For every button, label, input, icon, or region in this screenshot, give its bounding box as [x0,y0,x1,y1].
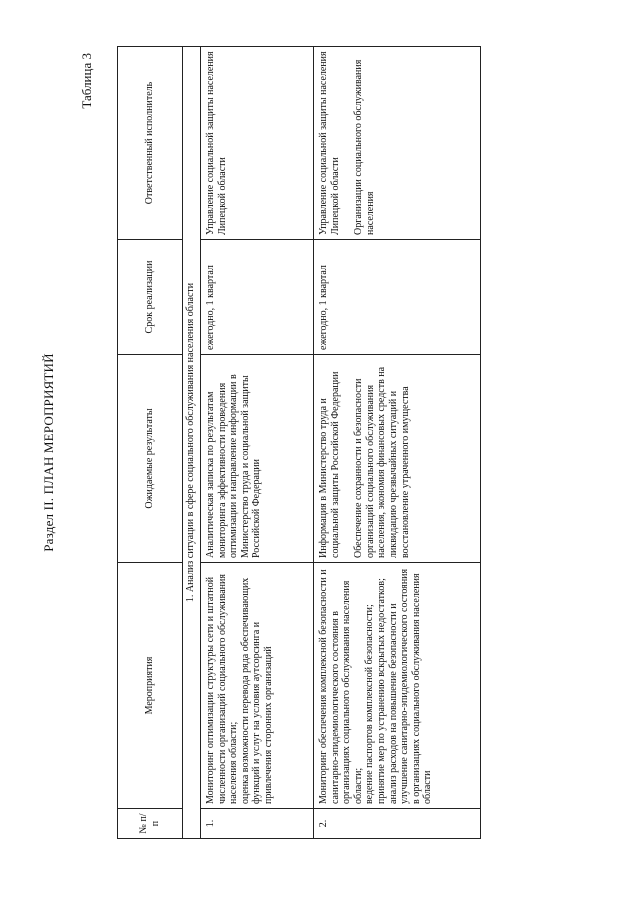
column-header-responsible: Ответственный исполнитель [118,47,183,240]
responsible-line: Управление социальной защиты населения Липецкой области [318,51,341,235]
table-row [314,47,481,839]
action-line: анализ расходов на повышение безопасности и улучшение санитарно-эпидемиологического состояния в организациях социального обслуживания населения области [387,568,434,804]
action-line: оценка возможности перевода ряда обеспечивающих функций и услуг на условия аутсорсинга и привлечения сторонних организаций [239,577,274,804]
section-title: 1. Анализ ситуации в сфере социального обслуживания населения области [183,47,201,839]
row-result [314,355,481,563]
column-header-results: Ожидаемые результаты [118,355,183,563]
table-header-row [118,47,183,839]
paragraph-gap [341,51,353,235]
plan-table [117,46,481,839]
document-heading: Раздел II. ПЛАН МЕРОПРИЯТИЙ [41,353,56,552]
row-number: 2. [314,809,481,839]
action-line: Мониторинг оптимизации структуры сети и штатной численности организаций социального обслуживания населения области; [205,574,240,804]
action-line: принятие мер по устранению вскрытых недостатков; [375,578,387,804]
responsible-line: Управление социальной защиты населения Липецкой области [205,51,228,235]
action-line: Мониторинг обеспечения комплексной безопасности и санитарно-эпидемиологического состояния в организациях социального обслуживания населения области; [318,569,364,804]
row-number: 1. [201,809,314,839]
column-header-actions: Мероприятия [118,563,183,809]
paragraph-gap [341,359,353,558]
result-line: Обеспечение сохранности и безопасности организаций социального обслуживания населения, экономия финансовых средств на ликвидацию чрезвычайных ситуаций и восстановление утраченного имущества [353,366,411,558]
table-row [201,47,314,839]
row-result [201,355,314,563]
row-action [201,563,314,809]
section-row [183,47,201,839]
row-responsible [201,47,314,240]
responsible-line: Организации социального обслуживания населения [353,59,376,235]
result-line: Информация в Министерство труда и социальной защиты Российской Федерации [318,371,341,558]
row-responsible [314,47,481,240]
row-term: ежегодно, 1 квартал [314,240,481,355]
table-number: Таблица 3 [79,53,94,109]
column-header-term: Срок реализации [118,240,183,355]
row-action [314,563,481,809]
row-term: ежегодно, 1 квартал [201,240,314,355]
result-line: Аналитическая записка по результатам мониторинга эффективности проведения оптимизации и направление информации в Министерство труда и социальной защиты Российской Федерации [205,374,263,558]
column-header-number: № п/п [118,809,183,839]
action-line: ведение паспортов комплексной безопасности; [364,604,376,804]
